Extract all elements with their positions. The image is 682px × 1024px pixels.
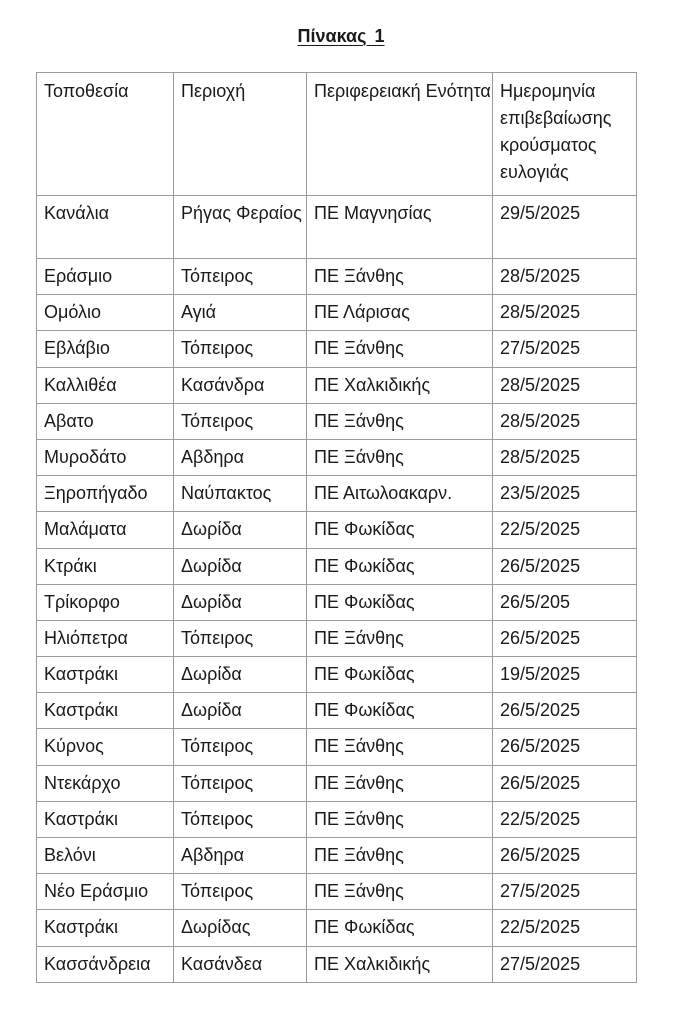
cell-location: Τρίκορφο xyxy=(37,584,174,620)
table-row xyxy=(37,765,637,801)
cell-location: Καστράκι xyxy=(37,657,174,693)
cell-location: Κύρνος xyxy=(37,729,174,765)
cell-area: Δωρίδα xyxy=(174,657,307,693)
table-row xyxy=(37,946,637,982)
table-row xyxy=(37,548,637,584)
table-row xyxy=(37,331,637,367)
cell-regional-unit: ΠΕ Λάρισας xyxy=(307,295,493,331)
table-title: Πίνακας 1 xyxy=(297,26,385,46)
cell-confirmation-date: 22/5/2025 xyxy=(493,910,637,946)
cell-confirmation-date: 26/5/2025 xyxy=(493,838,637,874)
table-row xyxy=(37,512,637,548)
cell-location: Καλλιθέα xyxy=(37,367,174,403)
cell-area: Δωρίδας xyxy=(174,910,307,946)
cell-area: Κασάνδεα xyxy=(174,946,307,982)
table-header xyxy=(37,73,637,196)
cell-area: Αγιά xyxy=(174,295,307,331)
cell-regional-unit: ΠΕ Φωκίδας xyxy=(307,657,493,693)
column-header-location: Τοποθεσία xyxy=(37,73,174,196)
table-row xyxy=(37,729,637,765)
table-row xyxy=(37,910,637,946)
cell-location: Μαλάματα xyxy=(37,512,174,548)
cell-regional-unit: ΠΕ Ξάνθης xyxy=(307,801,493,837)
column-header-confirmation-date: Ημερομηνία επιβεβαίωσης κρούσματος ευλογιάς xyxy=(493,73,637,196)
cell-regional-unit: ΠΕ Ξάνθης xyxy=(307,729,493,765)
cell-location: Ηλιόπετρα xyxy=(37,620,174,656)
cell-area: Ρήγας Φεραίος xyxy=(174,196,307,259)
cell-regional-unit: ΠΕ Φωκίδας xyxy=(307,548,493,584)
cell-regional-unit: ΠΕ Ξάνθης xyxy=(307,259,493,295)
cell-confirmation-date: 19/5/2025 xyxy=(493,657,637,693)
cell-location: Ομόλιο xyxy=(37,295,174,331)
cell-confirmation-date: 28/5/2025 xyxy=(493,367,637,403)
cell-location: Ξηροπήγαδο xyxy=(37,476,174,512)
cell-confirmation-date: 26/5/2025 xyxy=(493,729,637,765)
cell-area: Δωρίδα xyxy=(174,548,307,584)
cell-area: Τόπειρος xyxy=(174,729,307,765)
outbreak-table xyxy=(36,72,637,983)
cell-confirmation-date: 27/5/2025 xyxy=(493,331,637,367)
cell-confirmation-date: 27/5/2025 xyxy=(493,946,637,982)
cell-regional-unit: ΠΕ Ξάνθης xyxy=(307,331,493,367)
cell-area: Αβδηρα xyxy=(174,838,307,874)
column-header-regional-unit: Περιφερειακή Ενότητα xyxy=(307,73,493,196)
cell-confirmation-date: 26/5/2025 xyxy=(493,620,637,656)
column-header-area: Περιοχή xyxy=(174,73,307,196)
cell-regional-unit: ΠΕ Φωκίδας xyxy=(307,693,493,729)
table-row xyxy=(37,476,637,512)
cell-area: Δωρίδα xyxy=(174,584,307,620)
table-row xyxy=(37,657,637,693)
cell-location: Εράσμιο xyxy=(37,259,174,295)
cell-area: Κασάνδρα xyxy=(174,367,307,403)
cell-area: Τόπειρος xyxy=(174,801,307,837)
cell-area: Τόπειρος xyxy=(174,874,307,910)
cell-confirmation-date: 28/5/2025 xyxy=(493,439,637,475)
cell-regional-unit: ΠΕ Αιτωλοακαρν. xyxy=(307,476,493,512)
table-row xyxy=(37,874,637,910)
cell-location: Κασσάνδρεια xyxy=(37,946,174,982)
cell-confirmation-date: 26/5/2025 xyxy=(493,765,637,801)
cell-area: Τόπειρος xyxy=(174,765,307,801)
cell-confirmation-date: 23/5/2025 xyxy=(493,476,637,512)
table-body xyxy=(37,196,637,983)
table-row xyxy=(37,196,637,259)
cell-confirmation-date: 26/5/2025 xyxy=(493,693,637,729)
cell-location: Νέο Εράσμιο xyxy=(37,874,174,910)
table-row xyxy=(37,801,637,837)
cell-regional-unit: ΠΕ Ξάνθης xyxy=(307,838,493,874)
table-row xyxy=(37,620,637,656)
cell-regional-unit: ΠΕ Ξάνθης xyxy=(307,874,493,910)
cell-confirmation-date: 28/5/2025 xyxy=(493,295,637,331)
cell-regional-unit: ΠΕ Χαλκιδικής xyxy=(307,946,493,982)
cell-regional-unit: ΠΕ Ξάνθης xyxy=(307,403,493,439)
cell-location: Αβατο xyxy=(37,403,174,439)
cell-regional-unit: ΠΕ Φωκίδας xyxy=(307,910,493,946)
cell-area: Τόπειρος xyxy=(174,403,307,439)
cell-confirmation-date: 28/5/2025 xyxy=(493,403,637,439)
cell-location: Καστράκι xyxy=(37,801,174,837)
cell-confirmation-date: 26/5/205 xyxy=(493,584,637,620)
cell-confirmation-date: 26/5/2025 xyxy=(493,548,637,584)
table-row xyxy=(37,439,637,475)
cell-confirmation-date: 29/5/2025 xyxy=(493,196,637,259)
cell-confirmation-date: 27/5/2025 xyxy=(493,874,637,910)
table-row xyxy=(37,584,637,620)
cell-regional-unit: ΠΕ Μαγνησίας xyxy=(307,196,493,259)
cell-regional-unit: ΠΕ Ξάνθης xyxy=(307,620,493,656)
cell-location: Καστράκι xyxy=(37,910,174,946)
cell-location: Κανάλια xyxy=(37,196,174,259)
cell-area: Δωρίδα xyxy=(174,693,307,729)
cell-location: Καστράκι xyxy=(37,693,174,729)
cell-area: Τόπειρος xyxy=(174,259,307,295)
cell-area: Τόπειρος xyxy=(174,620,307,656)
cell-regional-unit: ΠΕ Φωκίδας xyxy=(307,512,493,548)
cell-confirmation-date: 22/5/2025 xyxy=(493,801,637,837)
cell-area: Τόπειρος xyxy=(174,331,307,367)
cell-location: Βελόνι xyxy=(37,838,174,874)
cell-confirmation-date: 28/5/2025 xyxy=(493,259,637,295)
cell-regional-unit: ΠΕ Ξάνθης xyxy=(307,765,493,801)
cell-confirmation-date: 22/5/2025 xyxy=(493,512,637,548)
cell-regional-unit: ΠΕ Χαλκιδικής xyxy=(307,367,493,403)
cell-regional-unit: ΠΕ Ξάνθης xyxy=(307,439,493,475)
cell-area: Ναύπακτος xyxy=(174,476,307,512)
cell-area: Δωρίδα xyxy=(174,512,307,548)
table-row xyxy=(37,259,637,295)
cell-area: Αβδηρα xyxy=(174,439,307,475)
table-row xyxy=(37,838,637,874)
cell-location: Ντεκάρχο xyxy=(37,765,174,801)
table-row xyxy=(37,693,637,729)
cell-regional-unit: ΠΕ Φωκίδας xyxy=(307,584,493,620)
cell-location: Μυροδάτο xyxy=(37,439,174,475)
table-row xyxy=(37,403,637,439)
table-row xyxy=(37,367,637,403)
header-row xyxy=(37,73,637,196)
cell-location: Εβλάβιο xyxy=(37,331,174,367)
table-row xyxy=(37,295,637,331)
cell-location: Κτράκι xyxy=(37,548,174,584)
